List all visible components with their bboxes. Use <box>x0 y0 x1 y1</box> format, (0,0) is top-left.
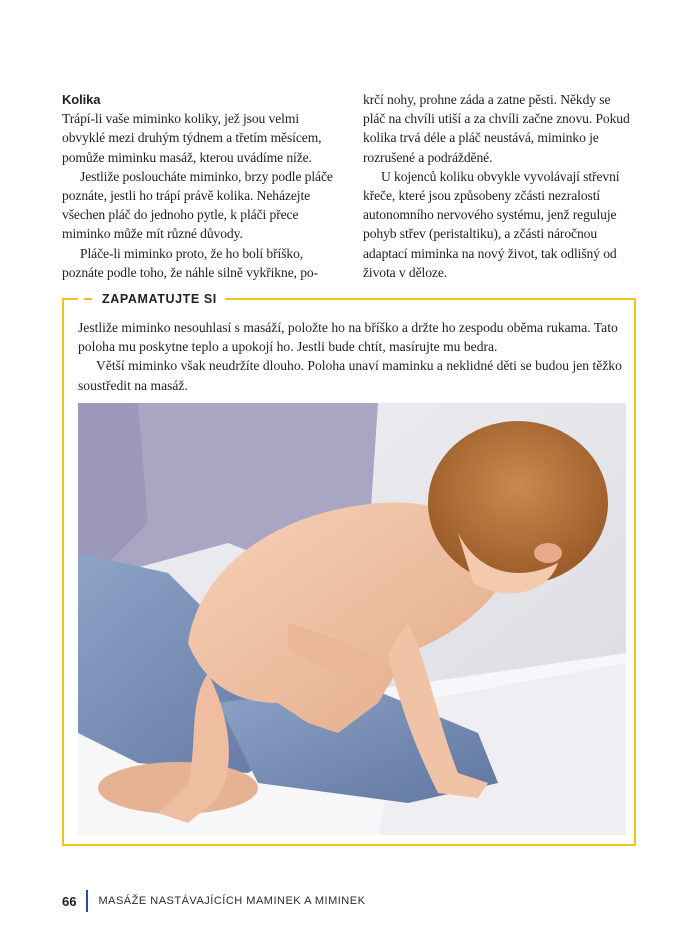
paragraph: Větší miminko však neudržíte dlouho. Poloha unaví maminku a neklidné děti se budou jen těžko soustředit na masáž. <box>78 358 622 393</box>
running-title: MASÁŽE NASTÁVAJÍCÍCH MAMINEK A MIMINEK <box>98 895 366 907</box>
paragraph: Trápí-li vaše miminko koliky, jež jsou velmi obvyklé mezi druhým týdnem a třetím měsícem, pomůže miminku masáž, kterou uvádíme níže. <box>62 111 322 165</box>
paragraph: Pláče-li miminko proto, že ho bolí bříško, poznáte podle toho, že náhle silně vykřikne, po- <box>62 245 319 280</box>
section-heading: Kolika <box>62 92 101 107</box>
tip-box-text <box>78 318 624 395</box>
page-footer <box>62 890 365 912</box>
paragraph: Jestliže miminko nesouhlasí s masáží, položte ho na bříško a držte ho zespodu oběma rukama. Tato poloha mu poskytne teplo a upokojí ho. Jestli bude chtít, masírujte mu bedra. <box>78 320 618 355</box>
tip-box-title <box>78 289 225 309</box>
paragraph: U kojenců koliku obvykle vyvolávají střevní křeče, které jsou způsobeny zčásti nezralostí autonomního nervového systému, jenž reguluje pohyb střev (peristaltiku), a zčásti náročnou adaptací miminka na nový život, tak odlišný od života v děloze. <box>363 168 620 280</box>
footer-divider <box>86 890 88 912</box>
photo-mother-holding-baby <box>78 403 626 835</box>
tip-box <box>62 292 636 846</box>
paragraph: krčí nohy, prohne záda a zatne pěsti. Někdy se pláč na chvíli utiší a za chvíli začne znovu. Pokud kolika trvá déle a pláč neustává, miminko je rozrušené a podrážděné. <box>363 92 630 165</box>
left-column <box>62 90 334 282</box>
tip-box-title-text: ZAPAMATUJTE SI <box>102 292 217 306</box>
right-column <box>363 90 635 282</box>
title-rule <box>84 298 92 300</box>
photo-illustration <box>78 403 626 835</box>
page-number: 66 <box>62 893 77 909</box>
paragraph: Jestliže posloucháte miminko, brzy podle pláče poznáte, jestli ho trápí právě kolika. Neházejte všechen pláč do jednoho pytle, k pláči přece miminko může mít různé důvody. <box>62 168 333 242</box>
